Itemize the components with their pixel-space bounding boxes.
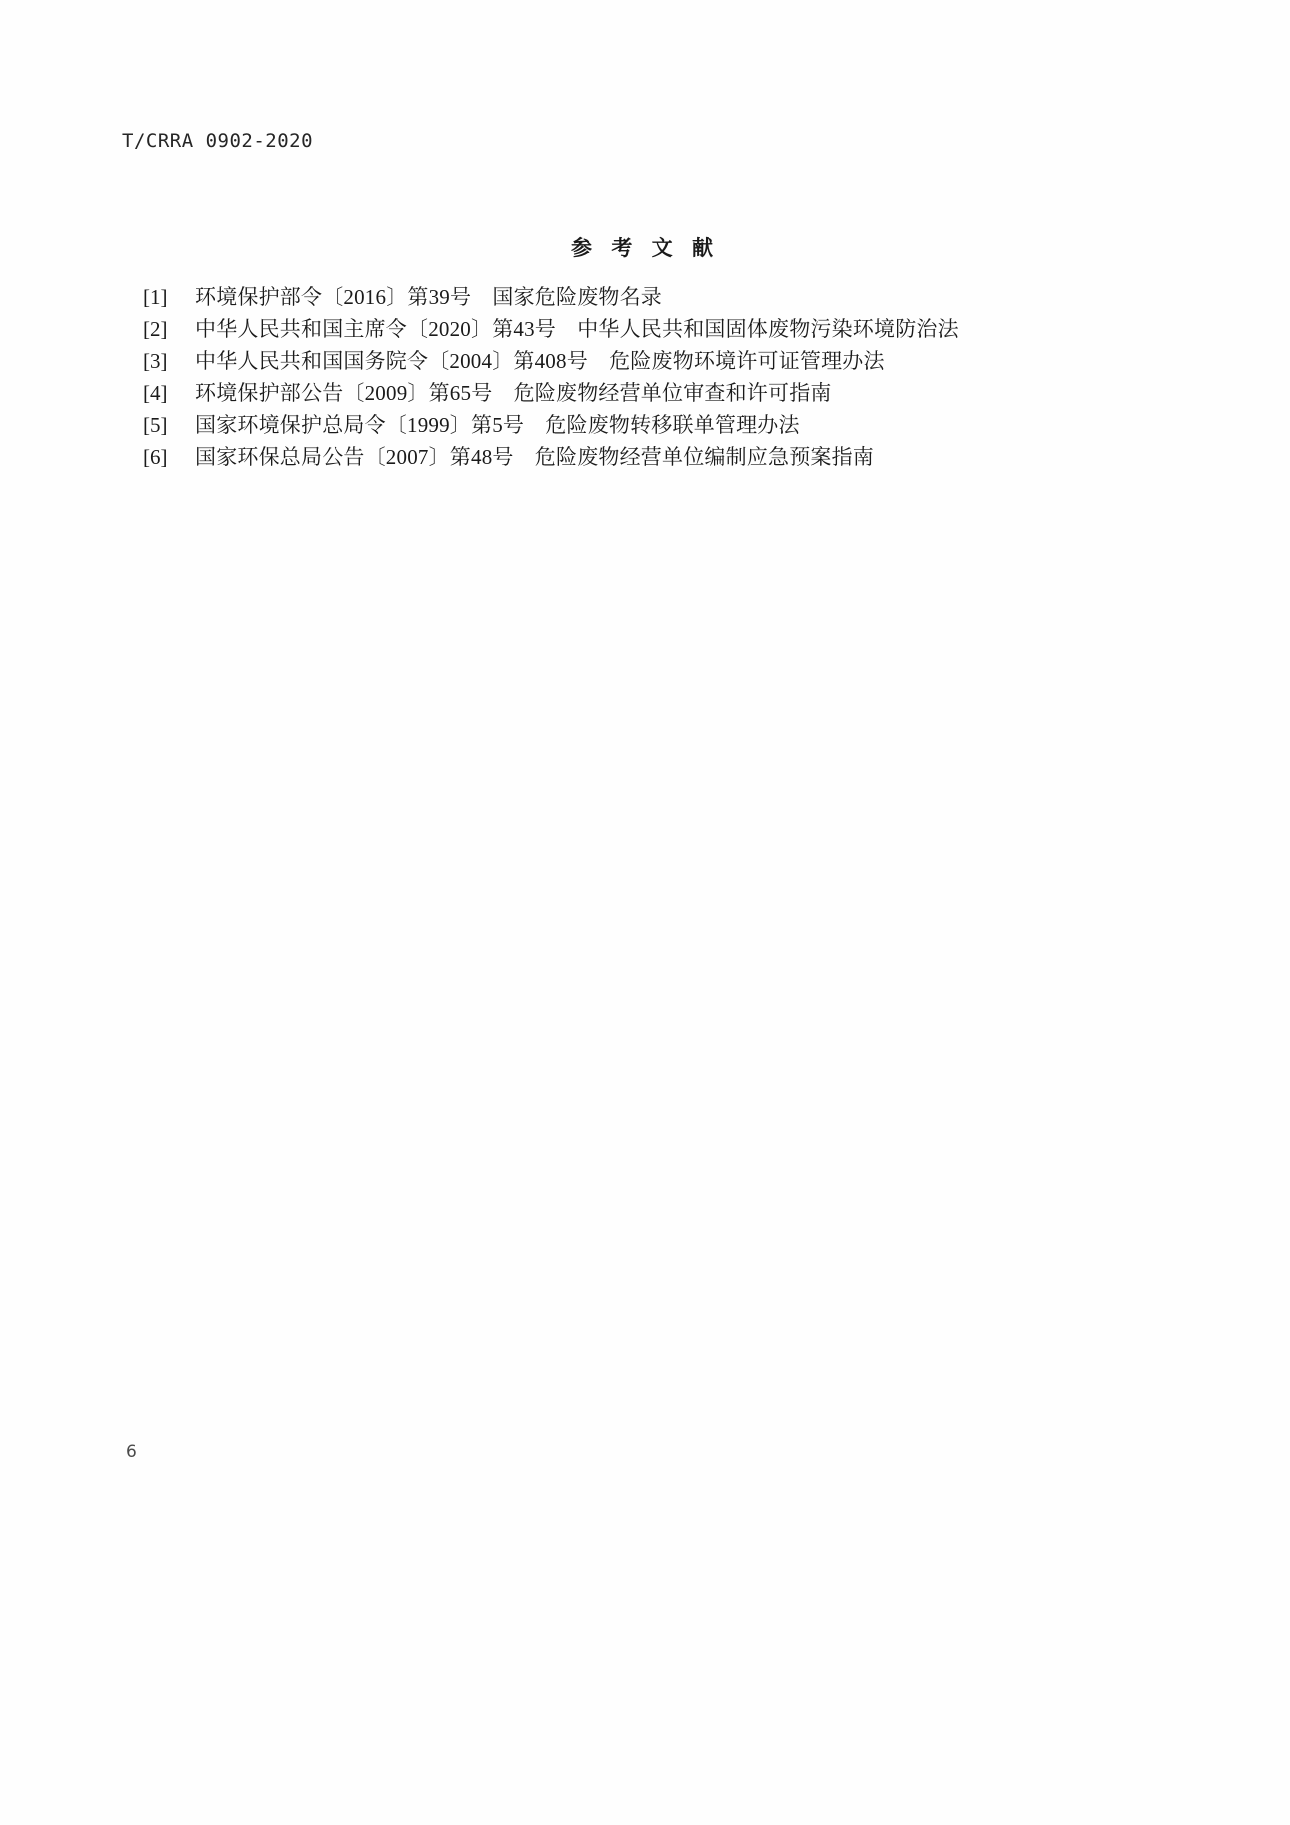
reference-number: [6] bbox=[143, 445, 168, 469]
reference-text: 中华人民共和国主席令〔2020〕第43号 中华人民共和国固体废物污染环境防治法 bbox=[195, 317, 959, 341]
list-item bbox=[143, 346, 1143, 377]
reference-text: 环境保护部公告〔2009〕第65号 危险废物经营单位审查和许可指南 bbox=[195, 381, 832, 405]
list-item bbox=[143, 410, 1143, 441]
reference-number: [4] bbox=[143, 381, 168, 405]
list-item bbox=[143, 442, 1143, 473]
reference-text: 环境保护部令〔2016〕第39号 国家危险废物名录 bbox=[195, 285, 662, 309]
reference-number: [5] bbox=[143, 413, 168, 437]
reference-number: [1] bbox=[143, 285, 168, 309]
page-title: 参 考 文 献 bbox=[571, 236, 719, 260]
reference-list bbox=[143, 282, 1143, 474]
list-item bbox=[143, 282, 1143, 313]
standard-code-header: T/CRRA 0902-2020 bbox=[122, 130, 314, 152]
list-item bbox=[143, 378, 1143, 409]
reference-text: 国家环境保护总局令〔1999〕第5号 危险废物转移联单管理办法 bbox=[195, 413, 800, 437]
reference-text: 国家环保总局公告〔2007〕第48号 危险废物经营单位编制应急预案指南 bbox=[195, 445, 874, 469]
list-item bbox=[143, 314, 1143, 345]
reference-text: 中华人民共和国国务院令〔2004〕第408号 危险废物环境许可证管理办法 bbox=[195, 349, 885, 373]
page-number: 6 bbox=[126, 1442, 137, 1462]
reference-number: [3] bbox=[143, 349, 168, 373]
reference-number: [2] bbox=[143, 317, 168, 341]
